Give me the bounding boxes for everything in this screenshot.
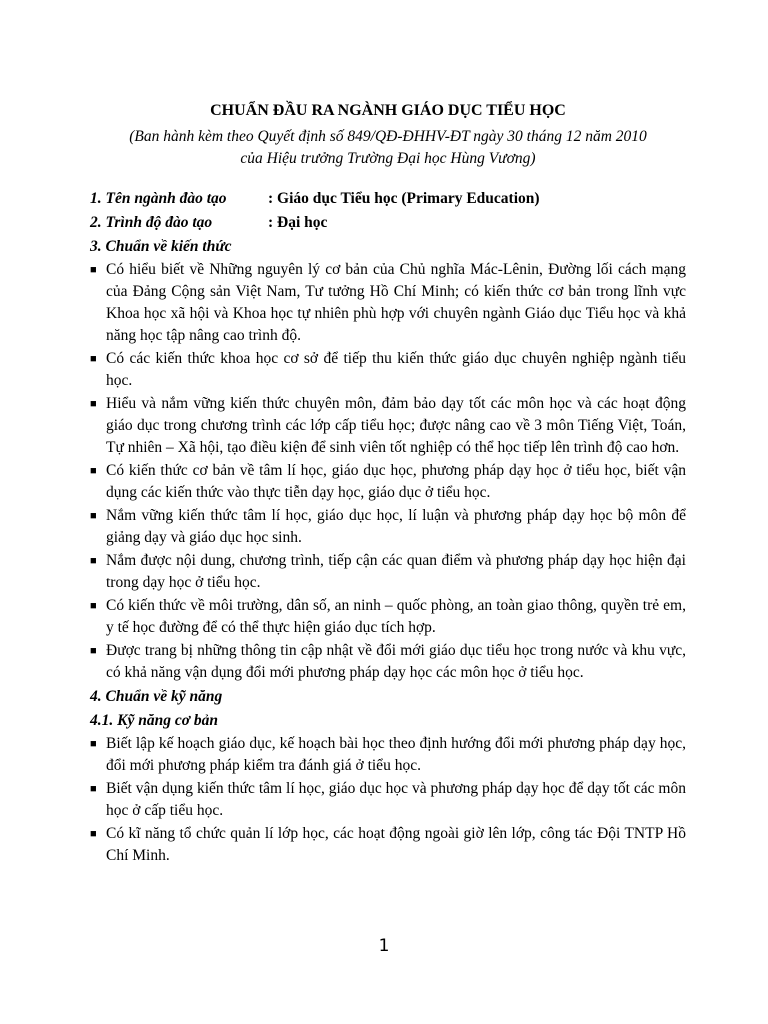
- knowledge-list: [90, 259, 686, 684]
- list-item-text: Có kiến thức cơ bản về tâm lí học, giáo dục học, phương pháp dạy học ở tiểu học, biết vận dụng các kiến thức vào thực tiễn dạy học, giáo dục ở tiểu học.: [106, 462, 686, 501]
- section-basic-skills-heading: 4.1. Kỹ năng cơ bản: [90, 712, 219, 729]
- bullet-square-icon: ■: [90, 510, 97, 522]
- bullet-square-icon: ■: [90, 353, 97, 365]
- bullet-square-icon: ■: [90, 738, 97, 750]
- field-program-name-label: 1. Tên ngành đào tạo: [90, 190, 227, 207]
- list-item-text: Nắm được nội dung, chương trình, tiếp cận các quan điểm và phương pháp dạy học hiện đại trong dạy học ở tiểu học.: [106, 552, 686, 591]
- bullet-square-icon: ■: [90, 828, 97, 840]
- list-item: [90, 733, 686, 777]
- bullet-square-icon: ■: [90, 783, 97, 795]
- list-item: [90, 823, 686, 867]
- bullet-square-icon: ■: [90, 645, 97, 657]
- field-program-name-value: : Giáo dục Tiểu học (Primary Education): [268, 190, 540, 207]
- bullet-square-icon: ■: [90, 555, 97, 567]
- document-subtitle-line-1: (Ban hành kèm theo Quyết định số 849/QĐ-ĐHHV-ĐT ngày 30 tháng 12 năm 2010: [129, 128, 647, 145]
- list-item-text: Có kiến thức về môi trường, dân số, an ninh – quốc phòng, an toàn giao thông, quyền trẻ em, y tế học đường để có thể thực hiện giáo dục tích hợp.: [106, 597, 686, 636]
- list-item-text: Có hiểu biết về Những nguyên lý cơ bản của Chủ nghĩa Mác-Lênin, Đường lối cách mạng của Đảng Cộng sản Việt Nam, Tư tưởng Hồ Chí Minh; có kiến thức cơ bản trong lĩnh vực Khoa học xã hội và Khoa học tự nhiên phù hợp với chuyên ngành Giáo dục Tiểu học và khả năng học tập nâng cao trình độ.: [106, 261, 686, 344]
- field-degree-level-label: 2. Trình độ đào tạo: [90, 214, 213, 231]
- list-item: [90, 348, 686, 392]
- field-degree-level-value: : Đại học: [268, 214, 328, 231]
- page-number: 1: [378, 936, 390, 956]
- field-degree-level: [90, 211, 686, 235]
- list-item-text: Được trang bị những thông tin cập nhật về đổi mới giáo dục tiểu học trong nước và khu vực, có khả năng vận dụng đổi mới phương pháp dạy học các môn học ở tiểu học.: [106, 642, 686, 681]
- document-title: CHUẨN ĐẦU RA NGÀNH GIÁO DỤC TIỂU HỌC: [210, 102, 566, 119]
- list-item: [90, 595, 686, 639]
- basic-skills-list: [90, 733, 686, 867]
- bullet-square-icon: ■: [90, 465, 97, 477]
- list-item: [90, 259, 686, 347]
- section-knowledge-heading: 3. Chuẩn về kiến thức: [90, 238, 232, 255]
- document-subtitle-line-2: của Hiệu trưởng Trường Đại học Hùng Vương): [240, 150, 536, 167]
- list-item-text: Biết vận dụng kiến thức tâm lí học, giáo dục học và phương pháp dạy học để dạy tốt các môn học ở cấp tiểu học.: [106, 780, 686, 819]
- list-item: [90, 393, 686, 459]
- list-item: [90, 460, 686, 504]
- list-item-text: Hiểu và nắm vững kiến thức chuyên môn, đảm bảo dạy tốt các môn học và các hoạt động giáo dục trong chương trình các lớp cấp tiểu học; được nâng cao về 3 môn Tiếng Việt, Toán, Tự nhiên – Xã hội, tạo điều kiện để sinh viên tốt nghiệp có thể học tiếp lên trình độ cao hơn.: [106, 395, 686, 456]
- bullet-square-icon: ■: [90, 398, 97, 410]
- list-item: [90, 505, 686, 549]
- bullet-square-icon: ■: [90, 600, 97, 612]
- bullet-square-icon: ■: [90, 264, 97, 276]
- document-page: [90, 100, 686, 868]
- list-item: [90, 778, 686, 822]
- field-program-name: [90, 187, 686, 211]
- list-item-text: Có các kiến thức khoa học cơ sở để tiếp thu kiến thức giáo dục chuyên nghiệp ngành tiểu học.: [106, 350, 686, 389]
- list-item: [90, 550, 686, 594]
- list-item-text: Có kĩ năng tổ chức quản lí lớp học, các hoạt động ngoài giờ lên lớp, công tác Đội TNTP Hồ Chí Minh.: [106, 825, 686, 864]
- list-item-text: Biết lập kế hoạch giáo dục, kế hoạch bài học theo định hướng đổi mới phương pháp dạy học, đổi mới phương pháp kiểm tra đánh giá ở tiểu học.: [106, 735, 686, 774]
- spacer: [90, 170, 686, 187]
- list-item-text: Nắm vững kiến thức tâm lí học, giáo dục học, lí luận và phương pháp dạy học bộ môn để giảng dạy và giáo dục học sinh.: [106, 507, 686, 546]
- section-skills-heading: 4. Chuẩn về kỹ năng: [90, 688, 223, 705]
- list-item: [90, 640, 686, 684]
